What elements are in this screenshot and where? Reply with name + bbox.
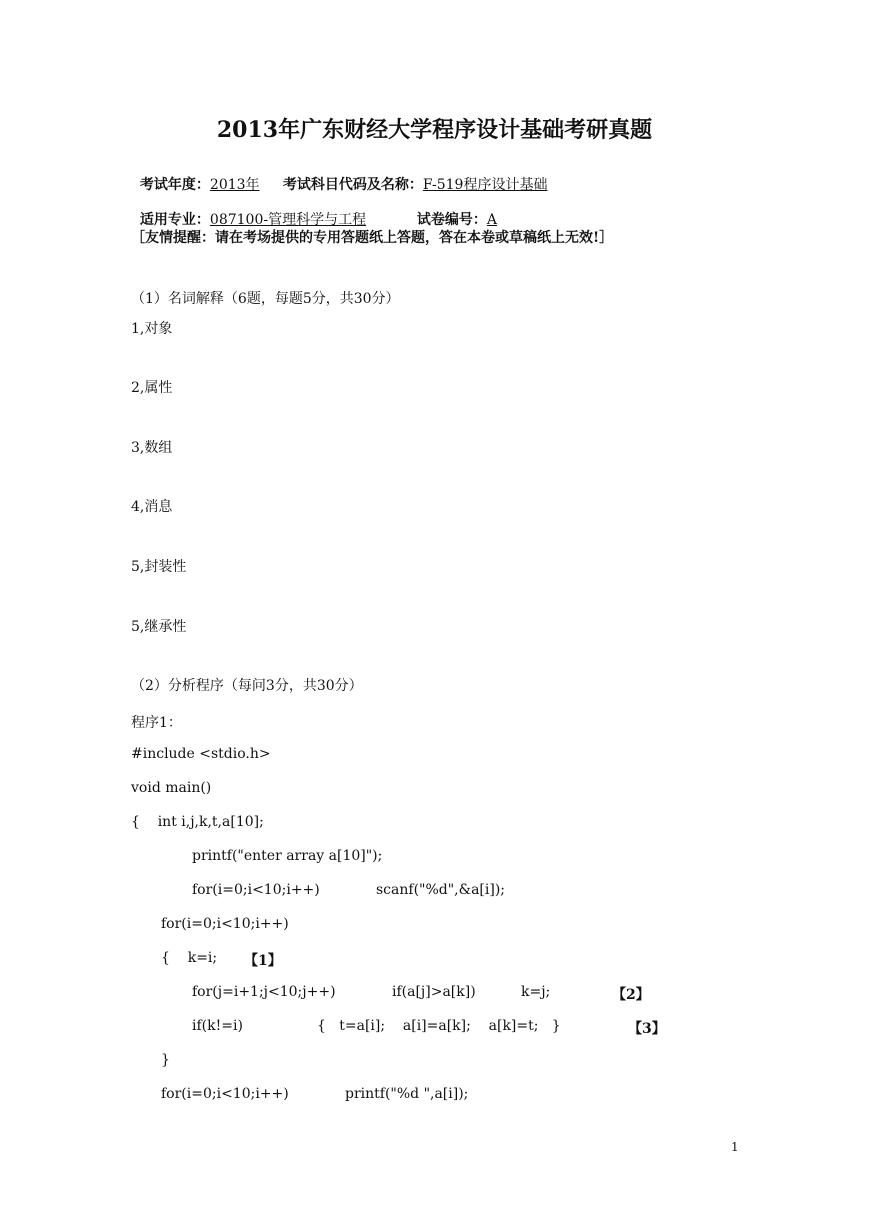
term-item: 3,数组 [131,440,173,456]
section1-heading: （1）名词解释（6题，每题5分，共30分） [131,291,400,307]
code-line: for(i=0;i<10;i++) [161,1086,289,1102]
blank-marker-3: 【3】 [628,1021,666,1037]
paper-row [408,193,497,229]
term-item: 4,消息 [131,499,173,515]
page-title: 2013年广东财经大学程序设计基础考研真题 [216,117,653,143]
major-label: 适用专业： [139,212,210,228]
code-line: printf("%d ",a[i]); [345,1086,469,1102]
code-line: scanf("%d",&a[i]); [376,882,506,898]
page-number: 1 [731,1140,739,1154]
code-line: for(i=0;i<10;i++) [161,916,289,932]
exam-subject-row [274,158,547,194]
paper-label: 试卷编号： [416,212,487,228]
code-line: { int i,j,k,t,a[10]; [131,814,264,830]
blank-marker-2: 【2】 [612,987,650,1003]
year-value: 2013年 [209,177,260,193]
subject-value: F-519程序设计基础 [422,177,548,193]
term-item: 5,封装性 [131,559,187,575]
code-line: } [161,1052,170,1068]
code-line: { k=i; [161,950,218,966]
major-row [131,193,366,229]
major-value: 087100-管理科学与工程 [209,212,367,228]
code-line: void main() [131,780,212,796]
blank-marker-1: 【1】 [244,953,282,969]
code-line: if(k!=i) [192,1018,243,1034]
paper-value: A [486,212,498,228]
term-item: 2,属性 [131,380,173,396]
exam-year-row [131,158,260,194]
term-item: 1,对象 [131,321,173,337]
term-item: 5,继承性 [131,619,187,635]
code-line: #include <stdio.h> [131,746,271,762]
code-line: printf("enter array a[10]"); [192,848,383,864]
section2-heading: （2）分析程序（每问3分，共30分） [131,678,363,694]
code-line: if(a[j]>a[k]) [392,984,476,1000]
year-label: 考试年度： [139,177,210,193]
subject-label: 考试科目代码及名称： [282,177,423,193]
program-label: 程序1： [131,715,182,731]
notice-text: ［友情提醒：请在考场提供的专用答题纸上答题，答在本卷或草稿纸上无效!］ [131,230,614,246]
code-line: { t=a[i]; a[i]=a[k]; a[k]=t; } [317,1018,561,1034]
code-line: for(j=i+1;j<10;j++) [192,984,336,1000]
code-line: k=j; [521,984,551,1000]
code-line: for(i=0;i<10;i++) [192,882,320,898]
